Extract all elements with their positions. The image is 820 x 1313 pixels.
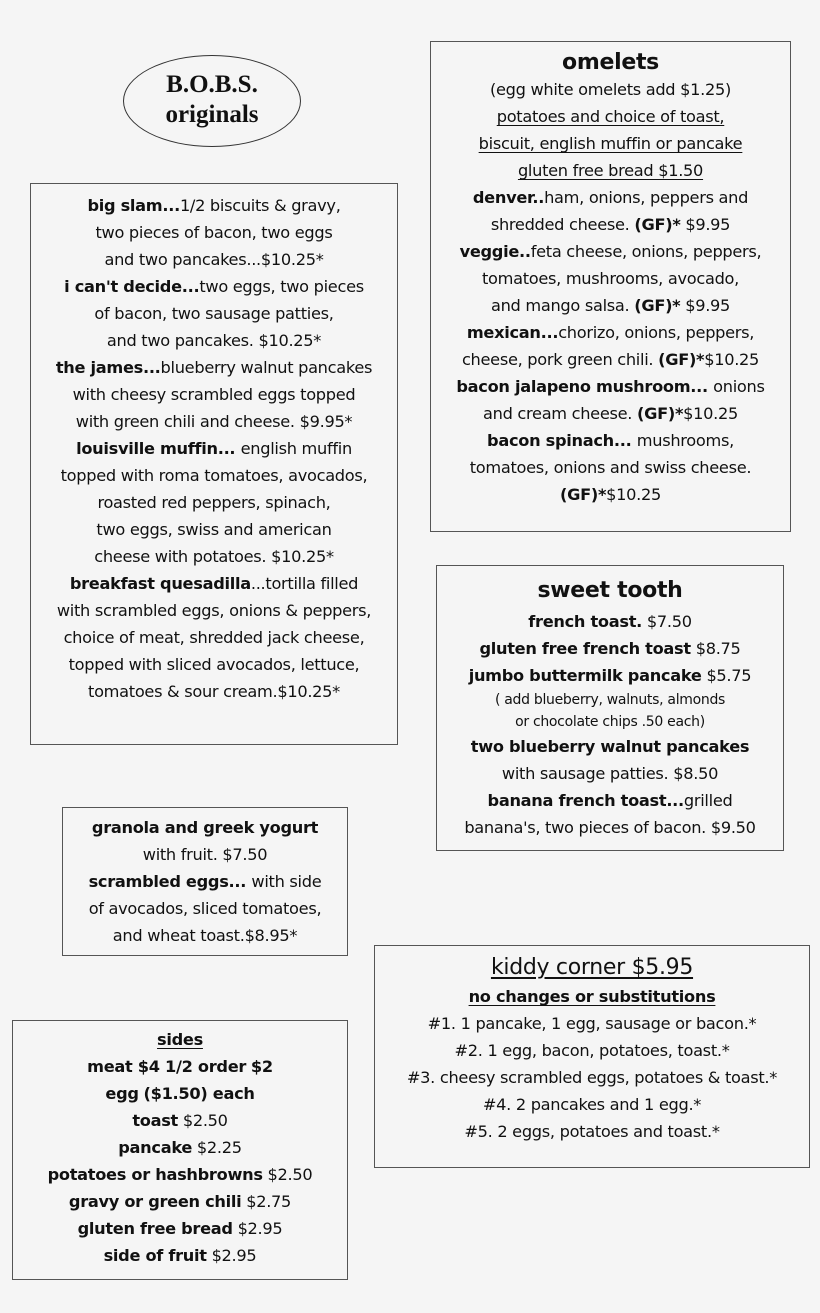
- kiddy-corner-section: [374, 945, 810, 1168]
- item-name: veggie: [459, 242, 520, 261]
- menu-item-breakfast-quesadilla: breakfast quesadilla...tortilla filled: [69, 574, 359, 593]
- originals-section: [30, 183, 398, 745]
- item-price: $10.25: [704, 350, 760, 369]
- item-name: bacon spinach: [487, 431, 614, 450]
- side-item: pancake $2.25: [118, 1138, 242, 1157]
- item-name: big slam: [87, 196, 163, 215]
- item-desc: tomatoes & sour cream.$10.25*: [88, 682, 340, 701]
- menu-item-big-slam: big slam...1/2 biscuits & gravy,: [87, 196, 341, 215]
- item-desc: topped with sliced avocados, lettuce,: [68, 655, 360, 674]
- item-desc: topped with roma tomatoes, avocados,: [60, 466, 368, 485]
- menu-item-the-james: the james...blueberry walnut pancakes: [55, 358, 373, 377]
- gf-badge: (GF)*: [658, 350, 705, 369]
- sides-section: [12, 1020, 348, 1280]
- menu-item-banana-french-toast: banana french toast...grilled: [487, 791, 733, 810]
- item-desc: with green chili and cheese. $9.95*: [75, 412, 353, 431]
- section-title: sides: [157, 1030, 203, 1049]
- kids-item-5: #5. 2 eggs, potatoes and toast.*: [464, 1122, 720, 1141]
- item-desc: cheese with potatoes. $10.25*: [94, 547, 334, 566]
- side-item: toast $2.50: [132, 1111, 228, 1130]
- item-price: $10.25: [683, 404, 738, 423]
- item-desc: with sausage patties. $8.50: [501, 764, 719, 783]
- item-desc: with cheesy scrambled eggs topped: [72, 385, 356, 404]
- item-desc: of bacon, two sausage patties,: [94, 304, 334, 323]
- logo-line-2: originals: [165, 101, 259, 128]
- sweet-tooth-section: [436, 565, 784, 851]
- item-name: the james: [55, 358, 143, 377]
- item-desc: of avocados, sliced tomatoes,: [88, 899, 322, 918]
- menu-item-jumbo-pancake: jumbo buttermilk pancake $5.75: [468, 666, 752, 685]
- item-desc: and two pancakes...$10.25*: [104, 250, 324, 269]
- kids-item-4: #4. 2 pancakes and 1 egg.*: [482, 1095, 702, 1114]
- menu-item-veggie: veggie..feta cheese, onions, peppers,: [459, 242, 762, 261]
- section-subtitle: no changes or substitutions: [468, 987, 716, 1006]
- kids-item-3: #3. cheesy scrambled eggs, potatoes & toast.*: [406, 1068, 778, 1087]
- menu-item-louisville-muffin: louisville muffin... english muffin: [76, 439, 352, 458]
- menu-item-blueberry-walnut-pancakes: two blueberry walnut pancakes: [470, 737, 750, 756]
- menu-item-mexican: mexican...chorizo, onions, peppers,: [466, 323, 755, 342]
- side-item: gluten free bread $2.95: [77, 1219, 283, 1238]
- item-name: i can't decide: [64, 277, 182, 296]
- menu-item-bacon-spinach: bacon spinach... mushrooms,: [487, 431, 734, 450]
- item-price: $9.95: [685, 215, 731, 234]
- menu-item-scrambled-eggs: scrambled eggs... with side: [88, 872, 322, 891]
- item-desc: with scrambled eggs, onions & peppers,: [56, 601, 372, 620]
- menu-item-i-cant-decide: i can't decide...two eggs, two pieces: [64, 277, 364, 296]
- gf-badge: (GF)*: [634, 215, 681, 234]
- item-desc: two pieces of bacon, two eggs: [95, 223, 333, 242]
- egg-white-note: (egg white omelets add $1.25): [489, 80, 731, 99]
- logo-oval: [123, 55, 301, 147]
- section-title: sweet tooth: [537, 578, 683, 603]
- gf-badge: (GF)*: [634, 296, 681, 315]
- logo-line-1: B.O.B.S.: [166, 71, 258, 98]
- item-desc: and two pancakes. $10.25*: [106, 331, 322, 350]
- item-desc: with fruit. $7.50: [142, 845, 268, 864]
- item-desc: two eggs, swiss and american: [96, 520, 332, 539]
- item-name: louisville muffin: [76, 439, 218, 458]
- gf-badge: (GF)*: [637, 404, 684, 423]
- item-name: mexican: [466, 323, 541, 342]
- item-desc: and wheat toast.$8.95*: [112, 926, 298, 945]
- granola-eggs-section: [62, 807, 348, 956]
- menu-item-bacon-jalapeno-mushroom: bacon jalapeno mushroom... onions: [456, 377, 765, 396]
- item-name: denver: [472, 188, 533, 207]
- item-price: $9.95: [685, 296, 731, 315]
- kids-item-2: #2. 1 egg, bacon, potatoes, toast.*: [454, 1041, 730, 1060]
- addon-note: or chocolate chips .50 each): [515, 714, 705, 730]
- item-desc: roasted red peppers, spinach,: [97, 493, 331, 512]
- item-desc: choice of meat, shredded jack cheese,: [63, 628, 365, 647]
- addon-note: ( add blueberry, walnuts, almonds: [494, 692, 726, 708]
- includes-note: gluten free bread $1.50: [517, 161, 704, 180]
- omelets-section: omelets (egg white omelets add $1.25) potatoes and choice of toast, biscuit, english muffin or pancake gluten free bread $1.50 denver..ham, onions, peppers and shredded cheese. (GF)* $9.95 veggie..feta cheese, onions, peppers, tomatoes, mushrooms, avocado, and mango salsa. (GF)* $9.95 mexican...chorizo, onions, peppers, cheese, pork green chili. (GF)*$10.25 bacon jalapeno mushroom... onions and cream cheese. (GF)*$10.25 bacon spinach... mushrooms, tomatoes, onions and swiss cheese. (GF)*$10.25: [430, 41, 791, 532]
- side-item: gravy or green chili $2.75: [68, 1192, 292, 1211]
- menu-item-gf-french-toast: gluten free french toast $8.75: [479, 639, 741, 658]
- side-item: side of fruit $2.95: [103, 1246, 257, 1265]
- gf-badge: (GF)*: [560, 485, 607, 504]
- menu-item-denver: denver..ham, onions, peppers and: [472, 188, 749, 207]
- side-item: meat $4 1/2 order $2: [87, 1057, 273, 1076]
- side-item: egg ($1.50) each: [105, 1084, 255, 1103]
- section-title: omelets: [562, 50, 659, 75]
- item-name: breakfast quesadilla: [69, 574, 251, 593]
- side-item: potatoes or hashbrowns $2.50: [47, 1165, 313, 1184]
- includes-note: biscuit, english muffin or pancake: [478, 134, 743, 153]
- item-name: bacon jalapeno mushroom: [456, 377, 691, 396]
- kids-item-1: #1. 1 pancake, 1 egg, sausage or bacon.*: [427, 1014, 757, 1033]
- section-title: kiddy corner $5.95: [490, 955, 694, 980]
- item-desc: tomatoes, mushrooms, avocado,: [481, 269, 740, 288]
- item-desc: tomatoes, onions and swiss cheese.: [469, 458, 752, 477]
- item-price: $10.25: [606, 485, 661, 504]
- menu-item-french-toast: french toast. $7.50: [528, 612, 692, 631]
- item-desc: banana's, two pieces of bacon. $9.50: [464, 818, 756, 837]
- menu-item-granola: granola and greek yogurt: [91, 818, 319, 837]
- includes-note: potatoes and choice of toast,: [496, 107, 725, 126]
